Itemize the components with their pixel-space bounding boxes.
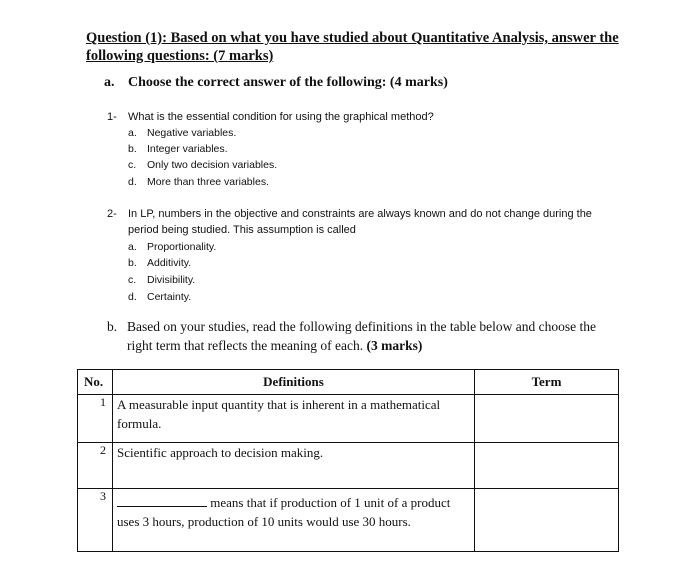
- header-term: Term: [475, 370, 619, 395]
- question-title-line1: Question (1): Based on what you have studied about Quantitative Analysis, answer the: [86, 30, 619, 46]
- definition-text: means that if production of 1 unit of a product: [210, 495, 451, 510]
- q2-option-text: Divisibility.: [147, 274, 196, 286]
- header-definitions: Definitions: [113, 370, 475, 395]
- row-number: 1: [78, 395, 113, 443]
- q1-option-text: Integer variables.: [147, 143, 228, 155]
- q2-option-text: Additivity.: [147, 257, 192, 269]
- question-title-line2: following questions: (7 marks): [86, 48, 274, 64]
- part-b-marks: (3 marks): [366, 338, 423, 353]
- row-definition: [113, 489, 475, 552]
- part-b-text: right term that reflects the meaning of each.: [127, 338, 364, 353]
- term-answer-cell[interactable]: [475, 489, 619, 552]
- q2-number: 2-: [107, 208, 117, 220]
- fill-in-blank[interactable]: [117, 494, 207, 507]
- row-definition: A measurable input quantity that is inherent in a mathematical formula.: [113, 395, 475, 443]
- q1-option-letter: c.: [128, 159, 137, 171]
- table-header-row: [78, 370, 619, 395]
- q2-text-line2: period being studied. This assumption is called: [128, 224, 356, 236]
- part-b-text-line1: Based on your studies, read the following definitions in the table below and choose the: [127, 319, 597, 334]
- q2-option-letter: c.: [128, 274, 137, 286]
- term-answer-cell[interactable]: [475, 395, 619, 443]
- header-no: No.: [78, 370, 113, 395]
- q1-option-letter: b.: [128, 143, 137, 155]
- part-b-text-line2: [127, 338, 422, 354]
- q2-option-letter: d.: [128, 291, 137, 303]
- row-number: 2: [78, 443, 113, 489]
- q1-text: What is the essential condition for using the graphical method?: [128, 111, 434, 123]
- q2-option-letter: b.: [128, 257, 137, 269]
- q2-option-text: Proportionality.: [147, 241, 217, 253]
- q1-option-text: More than three variables.: [147, 176, 269, 188]
- table-row: [78, 443, 619, 489]
- q2-option-letter: a.: [128, 241, 137, 253]
- q1-option-text: Negative variables.: [147, 127, 237, 139]
- row-definition: Scientific approach to decision making.: [113, 443, 475, 489]
- table-row: [78, 489, 619, 552]
- part-a-label: a.: [104, 75, 115, 90]
- table-row: [78, 395, 619, 443]
- part-a-heading: Choose the correct answer of the following: (4 marks): [128, 75, 448, 90]
- part-b-label: b.: [107, 319, 118, 334]
- q1-option-letter: a.: [128, 127, 137, 139]
- definitions-table: [77, 369, 619, 552]
- q1-number: 1-: [107, 111, 117, 123]
- q1-option-letter: d.: [128, 176, 137, 188]
- row-number: 3: [78, 489, 113, 552]
- definition-text-line2: uses 3 hours, production of 10 units would use 30 hours.: [117, 514, 411, 529]
- term-answer-cell[interactable]: [475, 443, 619, 489]
- q2-option-text: Certainty.: [147, 291, 192, 303]
- q2-text-line1: In LP, numbers in the objective and constraints are always known and do not change during the: [128, 208, 592, 220]
- q1-option-text: Only two decision variables.: [147, 159, 278, 171]
